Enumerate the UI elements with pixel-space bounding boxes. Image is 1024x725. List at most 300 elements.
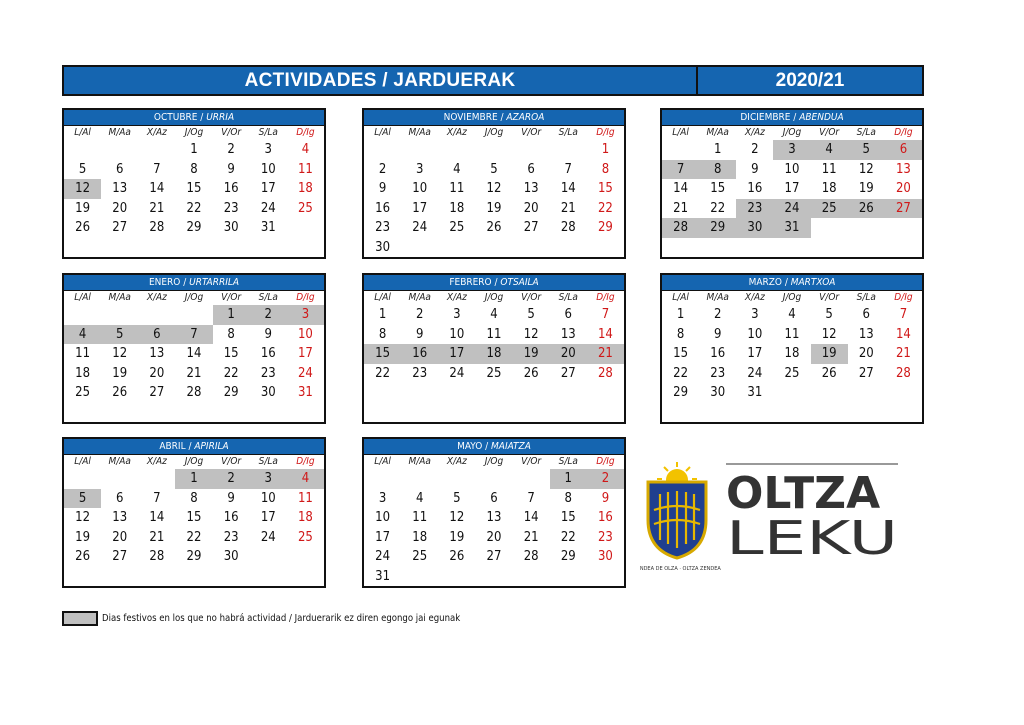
calendar-day: 4 (811, 140, 848, 160)
calendar-day: 5 (825, 307, 833, 322)
calendar-day: 13 (523, 181, 539, 196)
calendar-day: 7 (153, 161, 161, 177)
calendar-day: 9 (227, 161, 235, 177)
empty-cell (287, 218, 324, 238)
weekday-label: L/Al (74, 127, 91, 138)
legend-text: Dias festivos en los que no habrá actividad / Jarduerarik ez diren egongo jai egunak (102, 613, 461, 624)
empty-cell (736, 238, 773, 258)
weekday-label: J/Og (782, 127, 802, 138)
calendar-day: 27 (112, 220, 128, 235)
calendar-day: 17 (375, 529, 391, 545)
calendar-day: 22 (186, 529, 202, 545)
calendar-day: 18 (297, 510, 313, 525)
holiday-swatch (62, 611, 98, 626)
calendar-day: 14 (673, 181, 689, 196)
calendar-day: 22 (186, 200, 202, 216)
calendar-day: 15 (186, 510, 202, 525)
empty-cell (401, 238, 438, 258)
calendar-day: 5 (490, 161, 498, 177)
calendar-day: 30 (223, 549, 239, 564)
empty-cell (550, 567, 587, 587)
empty-cell (64, 567, 101, 587)
calendar-day: 12 (858, 161, 874, 177)
calendar-day: 27 (149, 385, 165, 400)
calendar-day: 28 (597, 365, 613, 381)
month-title: OCTUBRE / URRIA (64, 110, 324, 126)
calendar-day: 3 (378, 490, 387, 506)
calendar-day: 14 (560, 181, 576, 196)
calendar-day: 2 (713, 307, 722, 322)
calendar-day: 12 (449, 510, 465, 525)
calendar-day: 27 (560, 365, 576, 381)
calendar-day: 24 (747, 365, 763, 381)
calendar-day: 29 (186, 549, 202, 564)
weekday-label: X/Az (146, 456, 167, 467)
calendar-day: 16 (710, 346, 726, 361)
calendar-day: 18 (412, 529, 428, 545)
month-name-es: ENERO (148, 277, 181, 288)
calendar-day: 10 (449, 326, 465, 342)
calendar-day: 7 (899, 307, 908, 322)
month-february (362, 273, 626, 424)
month-name-eu: URTARRILA (189, 277, 240, 288)
weekday-label: J/Og (184, 127, 204, 138)
month-grid (364, 455, 624, 586)
calendar-day: 30 (736, 218, 773, 238)
calendar-day: 2 (213, 469, 250, 489)
calendar-day: 21 (186, 365, 202, 381)
empty-cell (64, 305, 101, 325)
calendar-day: 14 (186, 346, 202, 361)
calendar-day: 26 (75, 220, 91, 235)
weekday-label: D/Ig (296, 292, 315, 303)
calendar-day: 2 (415, 307, 424, 322)
calendar-day: 4 (788, 307, 796, 322)
calendar-day: 14 (149, 510, 165, 525)
month-name-eu: ABENDUA (799, 112, 844, 123)
calendar-day: 30 (710, 385, 726, 400)
calendar-day: 21 (673, 200, 689, 216)
weekday-label: L/Al (672, 127, 689, 138)
calendar-day: 1 (378, 307, 387, 322)
month-march (660, 273, 924, 424)
legend (62, 611, 460, 626)
weekday-label: X/Az (446, 292, 467, 303)
empty-cell (475, 383, 512, 403)
empty-cell (64, 403, 101, 423)
calendar-day: 27 (112, 549, 128, 564)
calendar-day: 8 (564, 490, 572, 506)
calendar-day: 26 (523, 365, 539, 381)
weekday-label: M/Aa (706, 292, 729, 303)
empty-cell (885, 383, 922, 403)
weekday-label: D/Ig (596, 292, 615, 303)
calendar-day: 17 (747, 346, 763, 361)
weekday-label: X/Az (146, 127, 167, 138)
month-name-es: MAYO (457, 441, 483, 452)
weekday-label: V/Or (521, 456, 542, 467)
empty-cell (773, 238, 810, 258)
calendar-day: 24 (773, 199, 810, 219)
calendar-day: 5 (848, 140, 885, 160)
empty-cell (587, 383, 624, 403)
empty-cell (848, 403, 885, 423)
month-grid (364, 291, 624, 422)
month-april (62, 437, 326, 588)
weekday-label: V/Or (221, 456, 242, 467)
calendar-day: 25 (297, 529, 313, 545)
calendar-day: 1 (550, 469, 587, 489)
weekday-label: S/La (856, 127, 876, 138)
weekday-label: V/Or (819, 127, 840, 138)
calendar-day: 28 (523, 549, 539, 564)
calendar-day: 29 (699, 218, 736, 238)
calendar-day: 7 (527, 490, 535, 506)
calendar-day: 31 (260, 220, 276, 235)
weekday-label: L/Al (74, 456, 91, 467)
calendar-day: 13 (112, 510, 128, 525)
empty-cell (438, 238, 475, 258)
calendar-day: 8 (378, 326, 387, 342)
calendar-day: 21 (149, 529, 165, 545)
calendar-day: 20 (858, 346, 874, 361)
calendar-day: 29 (186, 220, 202, 235)
calendar-day: 8 (190, 490, 198, 506)
empty-cell (101, 305, 138, 325)
calendar-title: ACTIVIDADES / JARDUERAK (64, 67, 698, 94)
weekday-label: M/Aa (108, 456, 131, 467)
empty-cell (213, 238, 250, 258)
calendar-day: 5 (101, 325, 138, 345)
weekday-label: X/Az (446, 456, 467, 467)
calendar-day: 2 (587, 469, 624, 489)
calendar-day: 27 (523, 220, 539, 235)
calendar-day: 19 (811, 344, 848, 364)
calendar-day: 29 (223, 385, 239, 400)
calendar-day: 27 (885, 199, 922, 219)
calendar-day: 19 (513, 344, 550, 364)
calendar-day: 20 (486, 529, 502, 545)
calendar-day: 12 (112, 346, 128, 361)
calendar-day: 16 (401, 344, 438, 364)
calendar-day: 13 (560, 326, 576, 342)
month-name-eu: MAIATZA (491, 441, 531, 452)
calendar-day: 9 (378, 181, 387, 196)
calendar-day: 6 (490, 490, 498, 506)
calendar-day: 7 (601, 307, 610, 322)
empty-cell (550, 403, 587, 423)
calendar-day: 18 (821, 181, 837, 196)
weekday-label: S/La (558, 456, 578, 467)
empty-cell (513, 238, 550, 258)
weekday-label: M/Aa (706, 127, 729, 138)
empty-cell (662, 238, 699, 258)
calendar-day: 26 (449, 549, 465, 564)
weekday-label: D/Ig (296, 456, 315, 467)
calendar-day: 2 (227, 142, 235, 157)
weekday-label: S/La (558, 292, 578, 303)
empty-cell (513, 383, 550, 403)
empty-cell (438, 140, 475, 160)
seal-text: CENDEA DE OLZA · OLTZA ZENDEA (640, 566, 721, 572)
calendar-day: 10 (412, 181, 428, 196)
empty-cell (587, 403, 624, 423)
calendar-day: 15 (560, 510, 576, 525)
empty-cell (401, 567, 438, 587)
calendar-day: 22 (375, 365, 391, 381)
calendar-day: 1 (676, 307, 685, 322)
calendar-day: 7 (662, 160, 699, 180)
calendar-day: 7 (564, 161, 572, 177)
calendar-day: 18 (475, 344, 512, 364)
month-grid (64, 126, 324, 257)
empty-cell (475, 140, 512, 160)
calendar-day: 26 (75, 549, 91, 564)
calendar-day: 6 (115, 490, 124, 506)
calendar-day: 15 (673, 346, 689, 361)
calendar-day: 30 (223, 220, 239, 235)
calendar-day: 4 (287, 469, 324, 489)
calendar-day: 27 (486, 549, 502, 564)
empty-cell (364, 403, 401, 423)
calendar-day: 13 (895, 161, 911, 177)
calendar-day: 21 (523, 529, 539, 545)
weekday-label: S/La (258, 456, 278, 467)
empty-cell (175, 403, 212, 423)
calendar-day: 11 (297, 490, 313, 506)
empty-cell (64, 140, 101, 160)
calendar-day: 11 (486, 326, 502, 342)
calendar-day: 17 (784, 181, 800, 196)
month-name-eu: OTSAILA (500, 277, 539, 288)
calendar-day: 17 (260, 181, 276, 196)
calendar-day: 12 (75, 510, 91, 525)
month-title: MAYO / MAIATZA (364, 439, 624, 455)
calendar-day: 23 (260, 365, 276, 381)
empty-cell (885, 238, 922, 258)
calendar-day: 15 (597, 181, 613, 196)
empty-cell (64, 238, 101, 258)
empty-cell (287, 567, 324, 587)
calendar-day: 11 (412, 510, 428, 525)
month-name-es: ABRIL (159, 441, 186, 452)
calendar-day: 29 (673, 385, 689, 400)
empty-cell (101, 469, 138, 489)
empty-cell (550, 383, 587, 403)
calendar-day: 24 (260, 200, 276, 216)
weekday-label: J/Og (484, 456, 504, 467)
weekday-label: D/Ig (894, 292, 913, 303)
weekday-label: J/Og (782, 292, 802, 303)
calendar-day: 10 (260, 161, 276, 177)
empty-cell (138, 305, 175, 325)
calendar-day: 26 (112, 385, 128, 400)
empty-cell (699, 238, 736, 258)
calendar-day: 23 (597, 529, 613, 545)
calendar-day: 4 (490, 307, 498, 322)
weekday-label: V/Or (521, 127, 542, 138)
calendar-day: 18 (297, 181, 313, 196)
month-name-es: NOVIEMBRE (443, 112, 498, 123)
calendar-day: 10 (375, 510, 391, 525)
weekday-label: J/Og (184, 292, 204, 303)
calendar-day: 20 (523, 200, 539, 216)
calendar-day: 28 (186, 385, 202, 400)
empty-cell (587, 238, 624, 258)
empty-cell (587, 567, 624, 587)
calendar-day: 20 (112, 529, 128, 545)
empty-cell (475, 567, 512, 587)
calendar-day: 31 (773, 218, 810, 238)
calendar-day: 15 (186, 181, 202, 196)
calendar-day: 23 (375, 220, 391, 235)
empty-cell (101, 140, 138, 160)
calendar-day: 26 (486, 220, 502, 235)
calendar-day: 13 (149, 346, 165, 361)
oltza-leku-logo (640, 458, 910, 578)
calendar-day: 3 (773, 140, 810, 160)
weekday-label: M/Aa (108, 127, 131, 138)
empty-cell (811, 383, 848, 403)
month-may (362, 437, 626, 588)
month-name-eu: URRIA (206, 112, 235, 123)
calendar-day: 5 (527, 307, 535, 322)
empty-cell (885, 218, 922, 238)
calendar-day: 4 (64, 325, 101, 345)
empty-cell (213, 403, 250, 423)
calendar-day: 30 (375, 239, 391, 255)
month-grid (662, 126, 922, 257)
weekday-label: V/Or (221, 127, 242, 138)
empty-cell (848, 383, 885, 403)
month-name-eu: APIRILA (194, 441, 229, 452)
calendar-day: 19 (75, 200, 91, 216)
empty-cell (250, 238, 287, 258)
calendar-day: 17 (438, 344, 475, 364)
month-title: ENERO / URTARRILA (64, 275, 324, 291)
calendar-day: 21 (587, 344, 624, 364)
empty-cell (287, 403, 324, 423)
calendar-day: 22 (673, 365, 689, 381)
calendar-day: 30 (260, 385, 276, 400)
calendar-day: 16 (223, 181, 239, 196)
calendar-day: 20 (112, 200, 128, 216)
calendar-day: 4 (415, 490, 424, 506)
calendar-day: 23 (736, 199, 773, 219)
empty-cell (213, 567, 250, 587)
calendar-day: 15 (223, 346, 239, 361)
calendar-day: 2 (751, 142, 759, 157)
calendar-day: 3 (250, 469, 287, 489)
month-title: FEBRERO / OTSAILA (364, 275, 624, 291)
calendar-day: 13 (486, 510, 502, 525)
calendar-day: 9 (264, 326, 272, 342)
calendar-day: 6 (564, 307, 572, 322)
calendar-day: 3 (264, 142, 272, 157)
calendar-day: 21 (895, 346, 911, 361)
empty-cell (175, 238, 212, 258)
calendar-day: 15 (364, 344, 401, 364)
calendar-day: 1 (213, 305, 250, 325)
calendar-day: 8 (601, 161, 610, 177)
empty-cell (513, 140, 550, 160)
month-name-eu: AZAROA (506, 112, 545, 123)
empty-cell (736, 403, 773, 423)
empty-cell (811, 403, 848, 423)
calendar-day: 10 (747, 326, 763, 342)
calendar-day: 24 (375, 549, 391, 564)
calendar-day: 22 (223, 365, 239, 381)
calendar-day: 4 (453, 161, 461, 177)
calendar-day: 22 (597, 200, 613, 216)
calendar-day: 6 (885, 140, 922, 160)
calendar-day: 16 (375, 200, 391, 216)
calendar-day: 20 (550, 344, 587, 364)
empty-cell (138, 403, 175, 423)
calendar-day: 29 (597, 220, 613, 235)
calendar-year: 2020/21 (775, 69, 845, 91)
calendar-day: 3 (453, 307, 461, 322)
empty-cell (773, 383, 810, 403)
month-grid (64, 291, 324, 422)
weekday-label: M/Aa (408, 456, 431, 467)
empty-cell (438, 383, 475, 403)
calendar-day: 5 (453, 490, 461, 506)
calendar-day: 12 (64, 179, 101, 199)
calendar-day: 4 (301, 142, 310, 157)
weekday-label: L/Al (374, 456, 391, 467)
calendar-day: 12 (821, 326, 837, 342)
calendar-day: 9 (751, 161, 759, 177)
calendar-day: 23 (412, 365, 428, 381)
month-grid (64, 455, 324, 586)
calendar-day: 29 (560, 549, 576, 564)
weekday-label: X/Az (446, 127, 467, 138)
calendar-day: 18 (449, 200, 465, 216)
empty-cell (175, 305, 212, 325)
weekday-label: S/La (258, 127, 278, 138)
empty-cell (513, 567, 550, 587)
calendar-day: 8 (227, 326, 235, 342)
empty-cell (662, 140, 699, 160)
calendar-day: 20 (149, 365, 165, 381)
weekday-label: X/Az (744, 127, 765, 138)
calendar-day: 25 (449, 220, 465, 235)
calendar-day: 14 (597, 326, 613, 342)
calendar-day: 11 (784, 326, 800, 342)
empty-cell (811, 238, 848, 258)
empty-cell (250, 567, 287, 587)
calendar-day: 25 (486, 365, 502, 381)
month-grid (662, 291, 922, 422)
weekday-label: D/Ig (296, 127, 315, 138)
calendar-day: 24 (297, 365, 313, 381)
calendar-day: 13 (858, 326, 874, 342)
calendar-day: 21 (149, 200, 165, 216)
logo-leku-text: LEKU (726, 511, 898, 565)
empty-cell (885, 403, 922, 423)
calendar-day: 11 (75, 346, 91, 361)
calendar-day: 10 (784, 161, 800, 177)
empty-cell (811, 218, 848, 238)
weekday-label: J/Og (484, 292, 504, 303)
weekday-label: V/Or (819, 292, 840, 303)
empty-cell (138, 567, 175, 587)
calendar-day: 14 (149, 181, 165, 196)
calendar-day: 6 (527, 161, 535, 177)
empty-cell (364, 383, 401, 403)
calendar-day: 5 (78, 161, 87, 177)
